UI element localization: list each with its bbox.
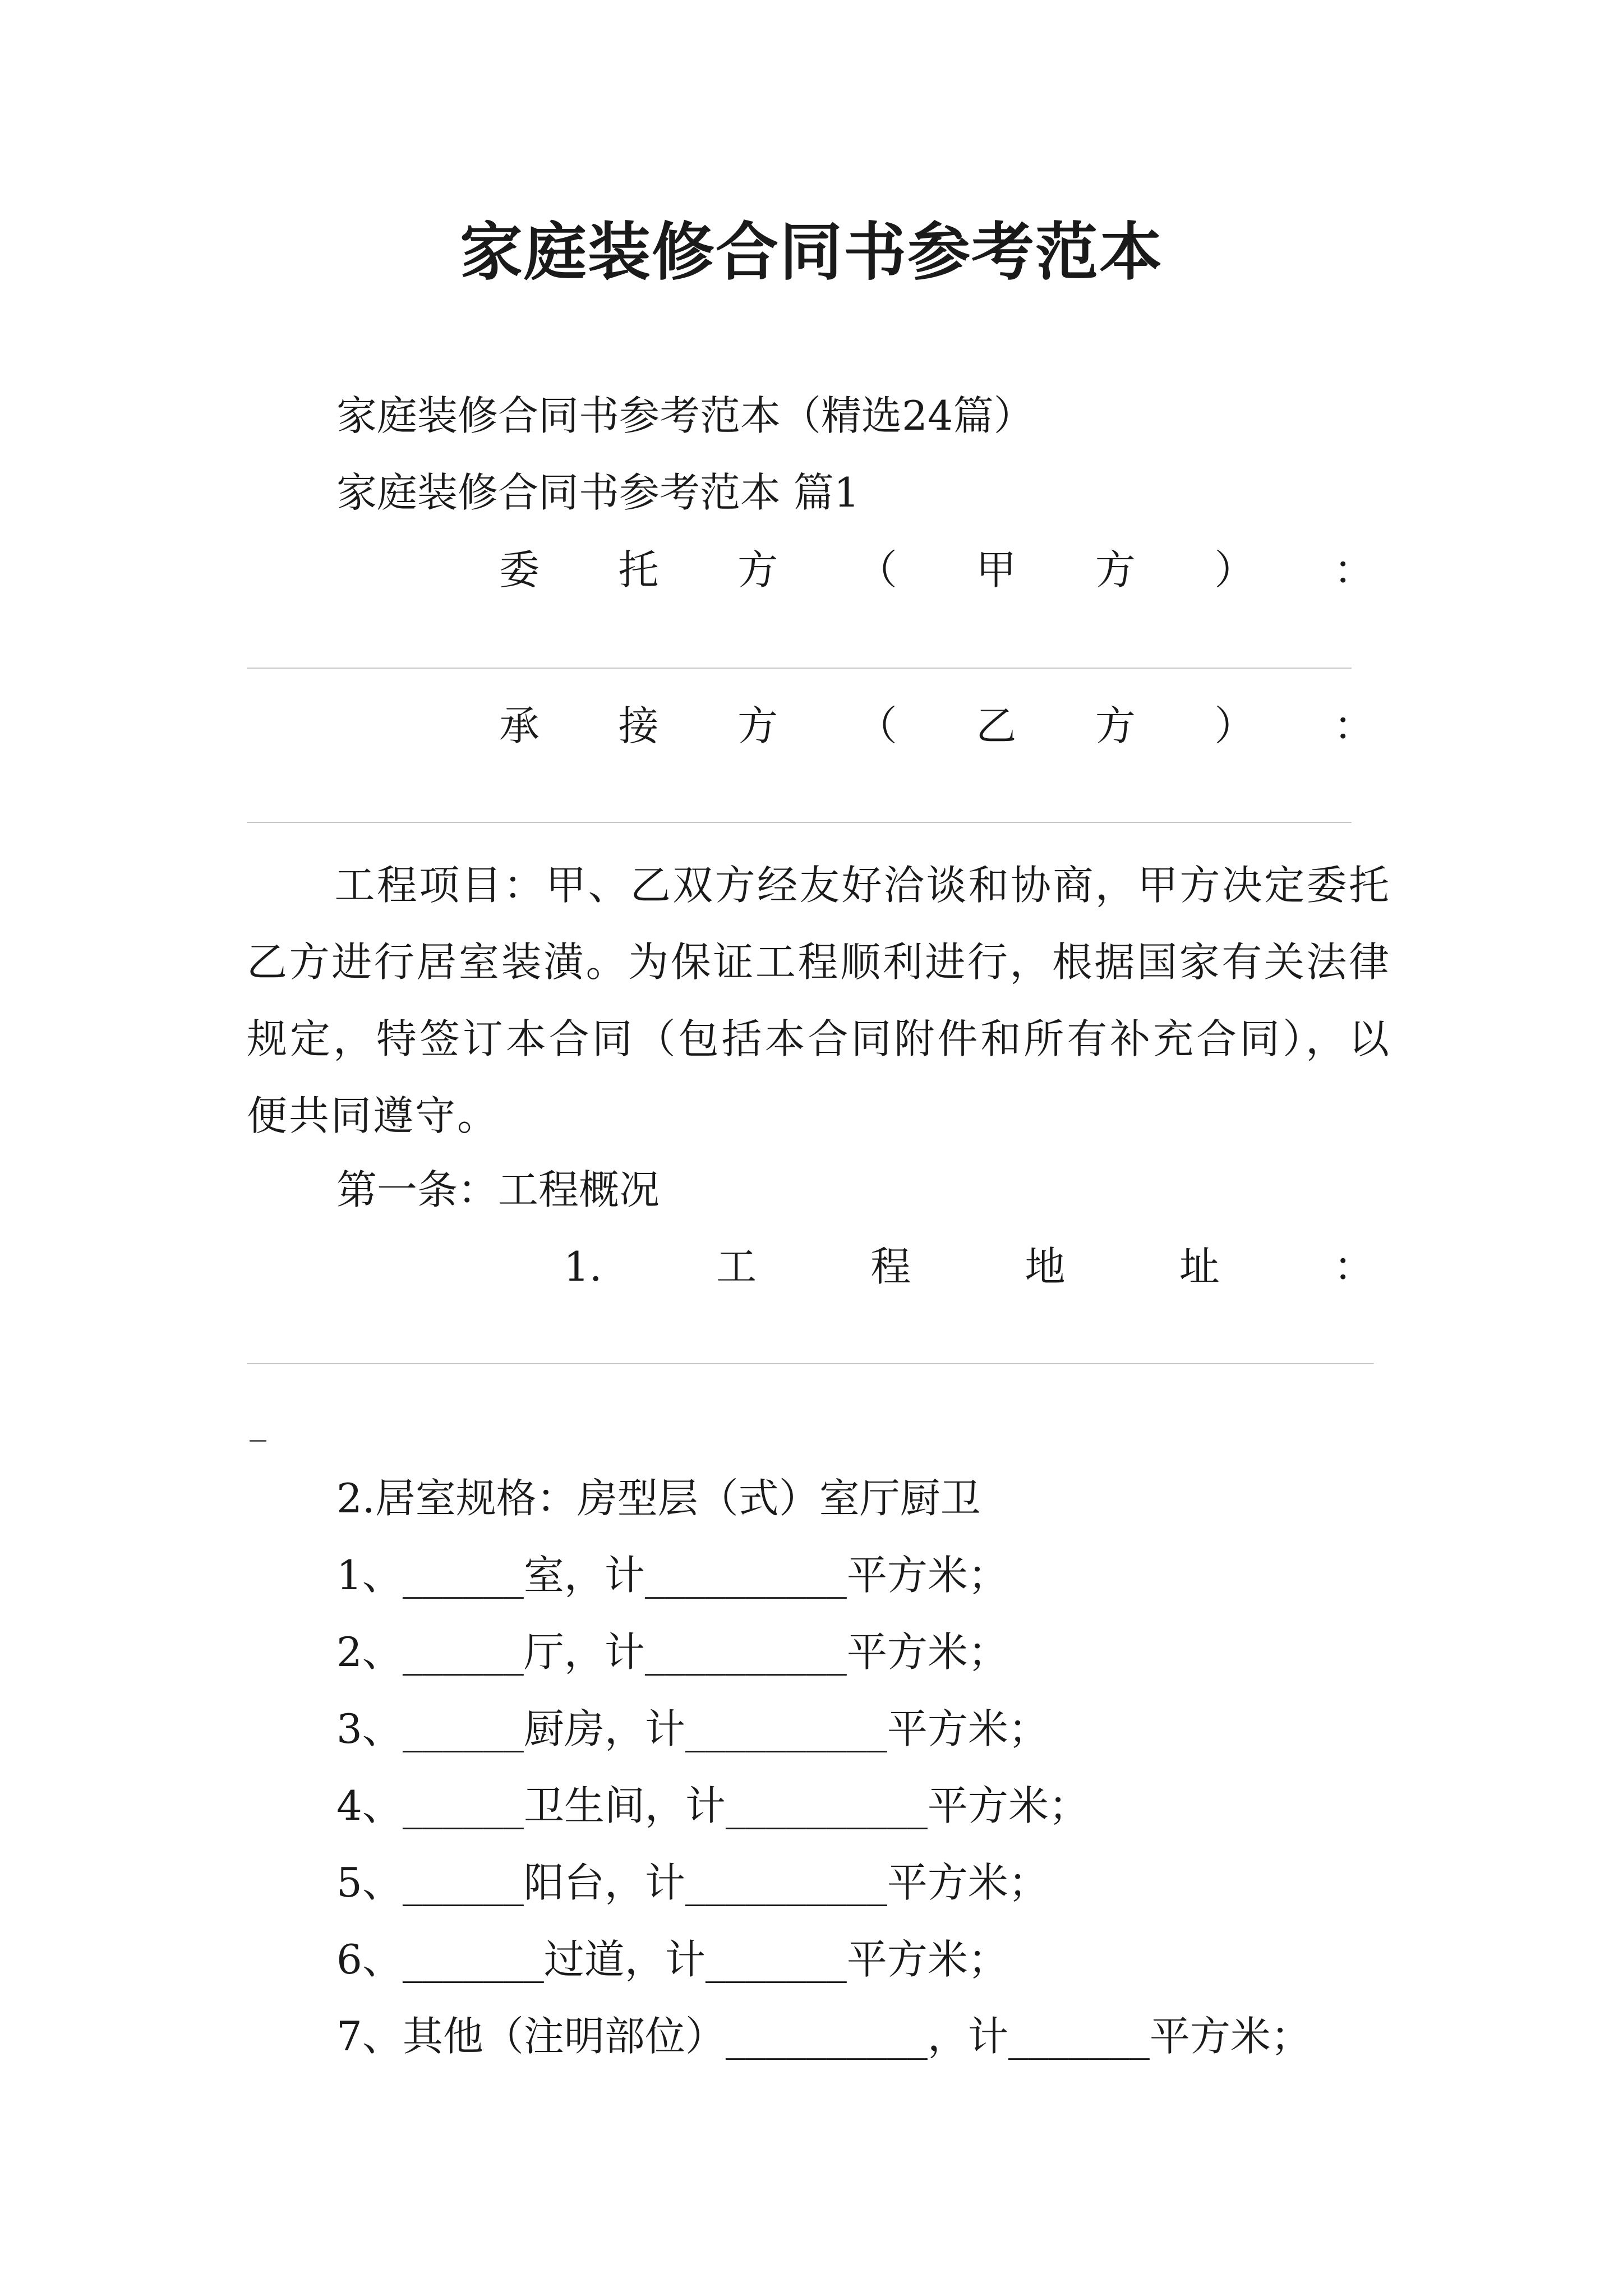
address-char: 工 <box>716 1243 757 1290</box>
room-unit: 平方米； <box>887 1859 1049 1906</box>
room-name: 卫生间，计 <box>523 1782 726 1829</box>
room-area-blank: __________ <box>644 1628 847 1676</box>
document-subtitle: 家庭装修合同书参考范本（精选24篇） <box>336 392 1034 439</box>
client-char: 委 <box>499 546 540 593</box>
room-item <box>336 2013 1311 2060</box>
room-item <box>336 1628 1008 1676</box>
client-char: ） <box>1214 546 1255 593</box>
room-count-blank: ______ <box>402 1705 524 1752</box>
room-name: 厅，计 <box>523 1628 645 1676</box>
room-name: 厨房，计 <box>523 1705 685 1752</box>
room-area-blank: __________ <box>685 1859 887 1906</box>
room-name: 过道，计 <box>543 1936 706 1983</box>
contractor-party-label <box>499 702 1374 749</box>
room-count-blank: ______ <box>402 1859 524 1906</box>
article-1-heading: 第一条：工程概况 <box>336 1166 660 1213</box>
room-unit: 平方米； <box>887 1705 1049 1752</box>
room-count-blank: _______ <box>402 1936 544 1983</box>
room-count-blank: ______ <box>402 1628 524 1676</box>
room-number: 1、 <box>336 1552 403 1599</box>
address-char: 地 <box>1025 1243 1066 1290</box>
room-name-suffix: ，计 <box>927 2013 1008 2060</box>
address-fill-continuation <box>250 1440 266 1442</box>
room-unit: 平方米； <box>846 1552 1008 1599</box>
room-count-blank: ______ <box>402 1782 524 1829</box>
section-heading: 家庭装修合同书参考范本 篇1 <box>336 469 860 516</box>
room-item <box>336 1936 1008 1983</box>
address-char: 址 <box>1179 1243 1220 1290</box>
contractor-char: ） <box>1214 702 1255 749</box>
intro-text: 工程项目：甲、乙双方经友好洽谈和协商，甲方决定委托乙方进行居室装潢。为保证工程顺利进行，根据国家有关法律规定，特签订本合同（包括本合同附件和所有补充合同），以便共同遵守。 <box>247 862 1391 1139</box>
contractor-fill-line <box>247 822 1352 823</box>
room-area-blank: __________ <box>725 2013 928 2060</box>
room-area-blank: _______ <box>705 1936 847 1983</box>
contractor-char: 乙 <box>976 702 1017 749</box>
room-area-blank: __________ <box>725 1782 928 1829</box>
contractor-char: 方 <box>1095 702 1136 749</box>
room-area-blank: __________ <box>685 1705 887 1752</box>
room-unit: 平方米； <box>846 1628 1008 1676</box>
client-party-label <box>499 546 1374 593</box>
intro-paragraph <box>247 847 1391 1154</box>
contractor-char: （ <box>856 702 897 749</box>
contractor-char: ： <box>1333 702 1374 749</box>
client-char: 方 <box>737 546 778 593</box>
client-char: ： <box>1333 546 1374 593</box>
address-char: ： <box>1333 1243 1374 1290</box>
room-name: 阳台，计 <box>523 1859 685 1906</box>
address-label <box>564 1243 1374 1290</box>
room-item <box>336 1859 1049 1906</box>
room-item <box>336 1552 1008 1599</box>
client-char: 托 <box>618 546 659 593</box>
address-char: 程 <box>870 1243 911 1290</box>
document-title: 家庭装修合同书参考范本 <box>460 215 1163 289</box>
room-number: 7、 <box>336 2013 403 2060</box>
room-unit: 平方米； <box>927 1782 1089 1829</box>
client-fill-line <box>247 668 1352 669</box>
contractor-char: 方 <box>737 702 778 749</box>
room-name: 室，计 <box>523 1552 645 1599</box>
client-char: （ <box>856 546 897 593</box>
room-number: 4、 <box>336 1782 403 1829</box>
room-area-blank: __________ <box>644 1552 847 1599</box>
client-char: 方 <box>1095 546 1136 593</box>
client-char: 甲 <box>976 546 1017 593</box>
room-item <box>336 1705 1049 1752</box>
room-count-blank: ______ <box>402 1552 524 1599</box>
address-fill-line <box>247 1363 1374 1364</box>
room-number: 5、 <box>336 1859 403 1906</box>
room-number: 3、 <box>336 1705 403 1752</box>
room-name: 其他（注明部位） <box>402 2013 726 2060</box>
room-number: 6、 <box>336 1936 403 1983</box>
room-spec: 2.居室规格：房型层（式）室厅厨卫 <box>336 1475 981 1522</box>
room-unit: 平方米； <box>1149 2013 1311 2060</box>
room-area-blank: _______ <box>1008 2013 1150 2060</box>
room-unit: 平方米； <box>846 1936 1008 1983</box>
contractor-char: 承 <box>499 702 540 749</box>
room-number: 2、 <box>336 1628 403 1676</box>
contractor-char: 接 <box>618 702 659 749</box>
address-char: 1. <box>564 1243 602 1290</box>
room-item <box>336 1782 1089 1829</box>
